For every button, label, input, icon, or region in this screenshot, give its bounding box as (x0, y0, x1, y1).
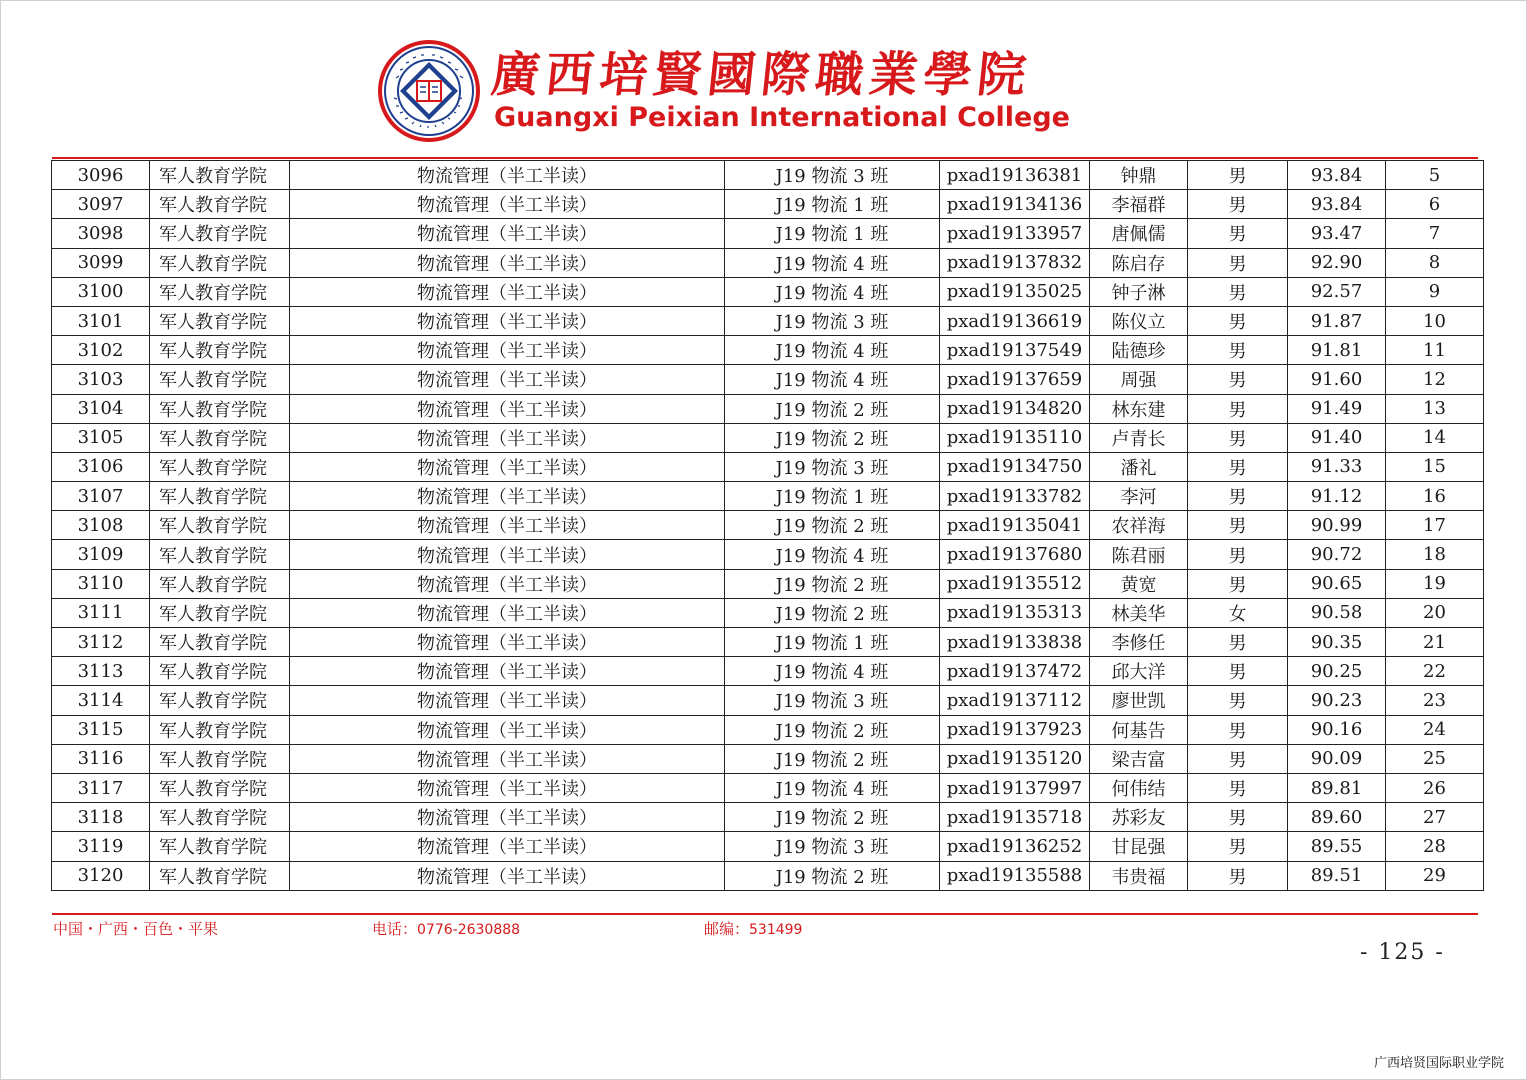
seq-no-cell: 3105 (52, 423, 150, 452)
seq-no-cell: 3104 (52, 394, 150, 423)
score-cell: 93.84 (1288, 190, 1386, 219)
gender-cell: 男 (1188, 540, 1288, 569)
table-row (52, 394, 1484, 423)
name-cell: 黄宽 (1090, 569, 1188, 598)
student-id-cell: pxad19134820 (940, 394, 1090, 423)
college-cell: 军人教育学院 (150, 511, 290, 540)
seq-no-cell: 3118 (52, 803, 150, 832)
watermark-text: 广西培贤国际职业学院 (1374, 1056, 1505, 1071)
college-cell: 军人教育学院 (150, 365, 290, 394)
seq-no-cell: 3116 (52, 744, 150, 773)
class-cell: J19 物流 2 班 (725, 803, 940, 832)
table-row (52, 861, 1484, 890)
score-cell: 91.60 (1288, 365, 1386, 394)
header-divider (52, 157, 1478, 159)
major-cell: 物流管理（半工半读） (290, 511, 725, 540)
class-cell: J19 物流 3 班 (725, 161, 940, 190)
class-cell: J19 物流 3 班 (725, 686, 940, 715)
seq-no-cell: 3096 (52, 161, 150, 190)
student-id-cell: pxad19137680 (940, 540, 1090, 569)
major-cell: 物流管理（半工半读） (290, 832, 725, 861)
major-cell: 物流管理（半工半读） (290, 277, 725, 306)
major-cell: 物流管理（半工半读） (290, 394, 725, 423)
student-id-cell: pxad19133838 (940, 628, 1090, 657)
college-name-english: Guangxi Peixian International College (494, 102, 1070, 133)
name-cell: 周强 (1090, 365, 1188, 394)
name-cell: 陈君丽 (1090, 540, 1188, 569)
major-cell: 物流管理（半工半读） (290, 306, 725, 335)
name-cell: 陈启存 (1090, 248, 1188, 277)
class-cell: J19 物流 4 班 (725, 365, 940, 394)
student-id-cell: pxad19135041 (940, 511, 1090, 540)
college-cell: 军人教育学院 (150, 336, 290, 365)
major-cell: 物流管理（半工半读） (290, 161, 725, 190)
rank-cell: 21 (1386, 628, 1484, 657)
footer-postcode-value: 531499 (749, 922, 803, 938)
college-cell: 军人教育学院 (150, 715, 290, 744)
footer-divider (52, 913, 1478, 915)
class-cell: J19 物流 4 班 (725, 336, 940, 365)
student-id-cell: pxad19137997 (940, 773, 1090, 802)
score-cell: 92.57 (1288, 277, 1386, 306)
class-cell: J19 物流 2 班 (725, 598, 940, 627)
table-row (52, 540, 1484, 569)
rank-cell: 29 (1386, 861, 1484, 890)
student-id-cell: pxad19135588 (940, 861, 1090, 890)
college-name-chinese: 廣西培賢國際職業學院 (488, 47, 1035, 103)
student-score-table (51, 160, 1484, 891)
seq-no-cell: 3114 (52, 686, 150, 715)
class-cell: J19 物流 4 班 (725, 277, 940, 306)
table-row (52, 277, 1484, 306)
name-cell: 廖世凯 (1090, 686, 1188, 715)
table-row (52, 306, 1484, 335)
name-cell: 何伟结 (1090, 773, 1188, 802)
rank-cell: 27 (1386, 803, 1484, 832)
seq-no-cell: 3098 (52, 219, 150, 248)
table-row (52, 423, 1484, 452)
rank-cell: 18 (1386, 540, 1484, 569)
gender-cell: 男 (1188, 248, 1288, 277)
name-cell: 陈仪立 (1090, 306, 1188, 335)
footer-postcode-label: 邮编： (704, 920, 750, 938)
student-id-cell: pxad19137112 (940, 686, 1090, 715)
college-cell: 军人教育学院 (150, 686, 290, 715)
score-cell: 89.51 (1288, 861, 1386, 890)
gender-cell: 男 (1188, 277, 1288, 306)
student-id-cell: pxad19133957 (940, 219, 1090, 248)
score-cell: 90.35 (1288, 628, 1386, 657)
student-id-cell: pxad19136252 (940, 832, 1090, 861)
gender-cell: 男 (1188, 686, 1288, 715)
rank-cell: 5 (1386, 161, 1484, 190)
major-cell: 物流管理（半工半读） (290, 657, 725, 686)
seq-no-cell: 3102 (52, 336, 150, 365)
rank-cell: 28 (1386, 832, 1484, 861)
score-cell: 92.90 (1288, 248, 1386, 277)
college-cell: 军人教育学院 (150, 861, 290, 890)
seq-no-cell: 3099 (52, 248, 150, 277)
class-cell: J19 物流 3 班 (725, 306, 940, 335)
name-cell: 甘昆强 (1090, 832, 1188, 861)
name-cell: 李福群 (1090, 190, 1188, 219)
class-cell: J19 物流 1 班 (725, 482, 940, 511)
gender-cell: 男 (1188, 482, 1288, 511)
name-cell: 林美华 (1090, 598, 1188, 627)
table-row (52, 190, 1484, 219)
name-cell: 李河 (1090, 482, 1188, 511)
major-cell: 物流管理（半工半读） (290, 861, 725, 890)
score-cell: 89.55 (1288, 832, 1386, 861)
gender-cell: 男 (1188, 657, 1288, 686)
rank-cell: 9 (1386, 277, 1484, 306)
rank-cell: 10 (1386, 306, 1484, 335)
student-id-cell: pxad19135718 (940, 803, 1090, 832)
seq-no-cell: 3100 (52, 277, 150, 306)
class-cell: J19 物流 2 班 (725, 569, 940, 598)
seq-no-cell: 3108 (52, 511, 150, 540)
table-row (52, 248, 1484, 277)
student-id-cell: pxad19135313 (940, 598, 1090, 627)
name-cell: 唐佩儒 (1090, 219, 1188, 248)
class-cell: J19 物流 4 班 (725, 773, 940, 802)
name-cell: 陆德珍 (1090, 336, 1188, 365)
rank-cell: 20 (1386, 598, 1484, 627)
table-row (52, 686, 1484, 715)
student-id-cell: pxad19136619 (940, 306, 1090, 335)
class-cell: J19 物流 3 班 (725, 832, 940, 861)
gender-cell: 男 (1188, 803, 1288, 832)
seq-no-cell: 3119 (52, 832, 150, 861)
table-row (52, 161, 1484, 190)
college-cell: 军人教育学院 (150, 744, 290, 773)
table-row (52, 452, 1484, 481)
score-cell: 91.49 (1288, 394, 1386, 423)
score-cell: 91.81 (1288, 336, 1386, 365)
gender-cell: 男 (1188, 715, 1288, 744)
gender-cell: 男 (1188, 336, 1288, 365)
seq-no-cell: 3097 (52, 190, 150, 219)
table-row (52, 715, 1484, 744)
student-id-cell: pxad19135025 (940, 277, 1090, 306)
student-id-cell: pxad19134136 (940, 190, 1090, 219)
class-cell: J19 物流 2 班 (725, 715, 940, 744)
rank-cell: 24 (1386, 715, 1484, 744)
name-cell: 梁吉富 (1090, 744, 1188, 773)
class-cell: J19 物流 2 班 (725, 744, 940, 773)
score-cell: 91.33 (1288, 452, 1386, 481)
name-cell: 何基告 (1090, 715, 1188, 744)
college-cell: 军人教育学院 (150, 452, 290, 481)
major-cell: 物流管理（半工半读） (290, 540, 725, 569)
class-cell: J19 物流 4 班 (725, 540, 940, 569)
table-row (52, 336, 1484, 365)
footer-phone-label: 电话： (372, 920, 418, 938)
score-cell: 91.40 (1288, 423, 1386, 452)
score-cell: 89.81 (1288, 773, 1386, 802)
name-cell: 农祥海 (1090, 511, 1188, 540)
major-cell: 物流管理（半工半读） (290, 190, 725, 219)
rank-cell: 22 (1386, 657, 1484, 686)
gender-cell: 男 (1188, 306, 1288, 335)
major-cell: 物流管理（半工半读） (290, 423, 725, 452)
gender-cell: 男 (1188, 861, 1288, 890)
table-row (52, 773, 1484, 802)
college-cell: 军人教育学院 (150, 773, 290, 802)
major-cell: 物流管理（半工半读） (290, 628, 725, 657)
table-row (52, 365, 1484, 394)
gender-cell: 男 (1188, 744, 1288, 773)
rank-cell: 26 (1386, 773, 1484, 802)
seq-no-cell: 3117 (52, 773, 150, 802)
college-cell: 军人教育学院 (150, 832, 290, 861)
college-cell: 军人教育学院 (150, 248, 290, 277)
footer-address: 中国・广西・百色・平果 (53, 920, 219, 938)
rank-cell: 13 (1386, 394, 1484, 423)
major-cell: 物流管理（半工半读） (290, 569, 725, 598)
score-cell: 91.87 (1288, 306, 1386, 335)
college-cell: 军人教育学院 (150, 482, 290, 511)
rank-cell: 16 (1386, 482, 1484, 511)
seq-no-cell: 3106 (52, 452, 150, 481)
table-row (52, 569, 1484, 598)
college-cell: 军人教育学院 (150, 219, 290, 248)
class-cell: J19 物流 4 班 (725, 248, 940, 277)
student-id-cell: pxad19137472 (940, 657, 1090, 686)
seq-no-cell: 3112 (52, 628, 150, 657)
seq-no-cell: 3120 (52, 861, 150, 890)
rank-cell: 15 (1386, 452, 1484, 481)
college-cell: 军人教育学院 (150, 161, 290, 190)
score-cell: 90.58 (1288, 598, 1386, 627)
college-cell: 军人教育学院 (150, 306, 290, 335)
table-row (52, 511, 1484, 540)
major-cell: 物流管理（半工半读） (290, 715, 725, 744)
college-cell: 军人教育学院 (150, 803, 290, 832)
college-cell: 军人教育学院 (150, 569, 290, 598)
gender-cell: 女 (1188, 598, 1288, 627)
rank-cell: 11 (1386, 336, 1484, 365)
seq-no-cell: 3101 (52, 306, 150, 335)
score-cell: 89.60 (1288, 803, 1386, 832)
college-cell: 军人教育学院 (150, 628, 290, 657)
student-id-cell: pxad19137923 (940, 715, 1090, 744)
major-cell: 物流管理（半工半读） (290, 803, 725, 832)
score-cell: 93.84 (1288, 161, 1386, 190)
class-cell: J19 物流 3 班 (725, 452, 940, 481)
gender-cell: 男 (1188, 569, 1288, 598)
college-cell: 军人教育学院 (150, 540, 290, 569)
gender-cell: 男 (1188, 394, 1288, 423)
gender-cell: 男 (1188, 423, 1288, 452)
major-cell: 物流管理（半工半读） (290, 744, 725, 773)
college-cell: 军人教育学院 (150, 423, 290, 452)
footer-phone-value: 0776-2630888 (417, 922, 521, 938)
name-cell: 李修任 (1090, 628, 1188, 657)
table-row (52, 657, 1484, 686)
class-cell: J19 物流 1 班 (725, 628, 940, 657)
rank-cell: 19 (1386, 569, 1484, 598)
student-id-cell: pxad19135120 (940, 744, 1090, 773)
college-cell: 军人教育学院 (150, 190, 290, 219)
student-id-cell: pxad19137832 (940, 248, 1090, 277)
seq-no-cell: 3115 (52, 715, 150, 744)
score-cell: 93.47 (1288, 219, 1386, 248)
college-logo-icon (376, 38, 482, 144)
major-cell: 物流管理（半工半读） (290, 482, 725, 511)
rank-cell: 12 (1386, 365, 1484, 394)
page-number: - 125 - (1360, 940, 1445, 965)
student-id-cell: pxad19136381 (940, 161, 1090, 190)
score-cell: 90.25 (1288, 657, 1386, 686)
gender-cell: 男 (1188, 219, 1288, 248)
rank-cell: 17 (1386, 511, 1484, 540)
gender-cell: 男 (1188, 773, 1288, 802)
student-id-cell: pxad19135110 (940, 423, 1090, 452)
name-cell: 潘礼 (1090, 452, 1188, 481)
major-cell: 物流管理（半工半读） (290, 452, 725, 481)
gender-cell: 男 (1188, 190, 1288, 219)
rank-cell: 6 (1386, 190, 1484, 219)
class-cell: J19 物流 1 班 (725, 219, 940, 248)
table-row (52, 628, 1484, 657)
rank-cell: 7 (1386, 219, 1484, 248)
footer-phone (372, 918, 520, 939)
college-cell: 军人教育学院 (150, 394, 290, 423)
score-cell: 91.12 (1288, 482, 1386, 511)
table-row (52, 219, 1484, 248)
major-cell: 物流管理（半工半读） (290, 219, 725, 248)
gender-cell: 男 (1188, 365, 1288, 394)
name-cell: 邱大洋 (1090, 657, 1188, 686)
name-cell: 卢青长 (1090, 423, 1188, 452)
gender-cell: 男 (1188, 161, 1288, 190)
seq-no-cell: 3113 (52, 657, 150, 686)
name-cell: 钟鼎 (1090, 161, 1188, 190)
gender-cell: 男 (1188, 832, 1288, 861)
rank-cell: 14 (1386, 423, 1484, 452)
major-cell: 物流管理（半工半读） (290, 773, 725, 802)
student-id-cell: pxad19137549 (940, 336, 1090, 365)
page-header (376, 36, 1070, 146)
table-row (52, 598, 1484, 627)
college-cell: 军人教育学院 (150, 598, 290, 627)
seq-no-cell: 3109 (52, 540, 150, 569)
score-cell: 90.16 (1288, 715, 1386, 744)
table-row (52, 744, 1484, 773)
major-cell: 物流管理（半工半读） (290, 336, 725, 365)
seq-no-cell: 3110 (52, 569, 150, 598)
college-cell: 军人教育学院 (150, 277, 290, 306)
student-id-cell: pxad19137659 (940, 365, 1090, 394)
seq-no-cell: 3103 (52, 365, 150, 394)
student-id-cell: pxad19135512 (940, 569, 1090, 598)
table-row (52, 482, 1484, 511)
score-cell: 90.65 (1288, 569, 1386, 598)
name-cell: 苏彩友 (1090, 803, 1188, 832)
rank-cell: 23 (1386, 686, 1484, 715)
major-cell: 物流管理（半工半读） (290, 686, 725, 715)
gender-cell: 男 (1188, 452, 1288, 481)
college-cell: 军人教育学院 (150, 657, 290, 686)
seq-no-cell: 3111 (52, 598, 150, 627)
class-cell: J19 物流 2 班 (725, 423, 940, 452)
student-id-cell: pxad19133782 (940, 482, 1090, 511)
major-cell: 物流管理（半工半读） (290, 365, 725, 394)
score-cell: 90.09 (1288, 744, 1386, 773)
rank-cell: 8 (1386, 248, 1484, 277)
score-cell: 90.72 (1288, 540, 1386, 569)
major-cell: 物流管理（半工半读） (290, 248, 725, 277)
table-body (52, 161, 1484, 891)
gender-cell: 男 (1188, 511, 1288, 540)
table-row (52, 803, 1484, 832)
student-id-cell: pxad19134750 (940, 452, 1090, 481)
table-row (52, 832, 1484, 861)
footer-postcode (704, 918, 802, 939)
major-cell: 物流管理（半工半读） (290, 598, 725, 627)
rank-cell: 25 (1386, 744, 1484, 773)
gender-cell: 男 (1188, 628, 1288, 657)
class-cell: J19 物流 2 班 (725, 861, 940, 890)
class-cell: J19 物流 2 班 (725, 394, 940, 423)
name-cell: 韦贵福 (1090, 861, 1188, 890)
name-cell: 林东建 (1090, 394, 1188, 423)
class-cell: J19 物流 4 班 (725, 657, 940, 686)
name-cell: 钟子淋 (1090, 277, 1188, 306)
class-cell: J19 物流 1 班 (725, 190, 940, 219)
class-cell: J19 物流 2 班 (725, 511, 940, 540)
score-cell: 90.99 (1288, 511, 1386, 540)
score-cell: 90.23 (1288, 686, 1386, 715)
seq-no-cell: 3107 (52, 482, 150, 511)
